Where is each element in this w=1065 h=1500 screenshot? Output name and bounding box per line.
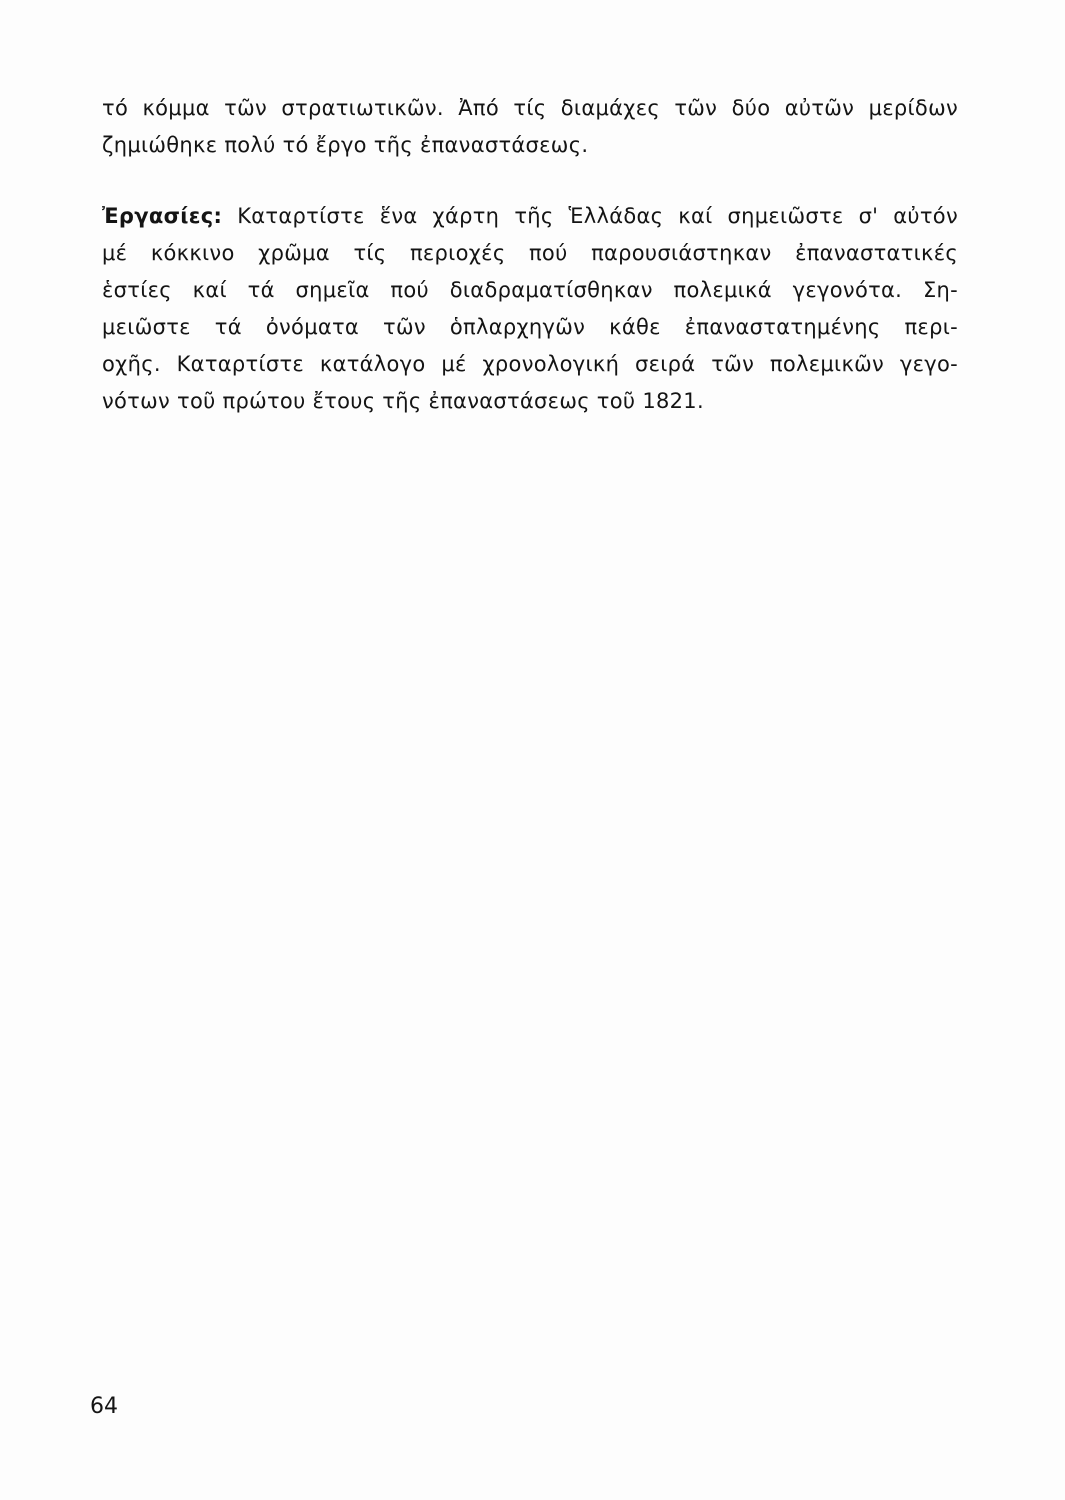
assignments-heading: Ἐργασίες: [102, 204, 223, 228]
text-line: μειῶστε τά ὀνόματα τῶν ὁπλαρχηγῶν κάθε ἐπαναστατημένης περι- [102, 315, 958, 339]
text-line: ζημιώθηκε πολύ τό ἔργο τῆς ἐπαναστάσεως. [102, 133, 589, 157]
text-line: νότων τοῦ πρώτου ἔτους τῆς ἐπαναστάσεως τοῦ 1821. [102, 389, 704, 413]
text-line: ἑστίες καί τά σημεῖα πού διαδραματίσθηκαν πολεμικά γεγονότα. Ση- [102, 278, 958, 302]
text-line-continuation: Καταρτίστε ἕνα χάρτη τῆς Ἑλλάδας καί σημειῶστε σ' αὐτόν [222, 204, 958, 228]
text-line [102, 198, 958, 235]
paragraph-assignments [102, 198, 958, 420]
paragraph-civil-strife [102, 90, 958, 164]
page-number: 64 [90, 1394, 118, 1419]
text-line: μέ κόκκινο χρῶμα τίς περιοχές πού παρουσιάστηκαν ἐπαναστατικές [102, 241, 958, 265]
text-line: οχῆς. Καταρτίστε κατάλογο μέ χρονολογική σειρά τῶν πολεμικῶν γεγο- [102, 352, 958, 376]
text-line: τό κόμμα τῶν στρατιωτικῶν. Ἀπό τίς διαμάχες τῶν δύο αὐτῶν μερίδων [102, 96, 958, 120]
